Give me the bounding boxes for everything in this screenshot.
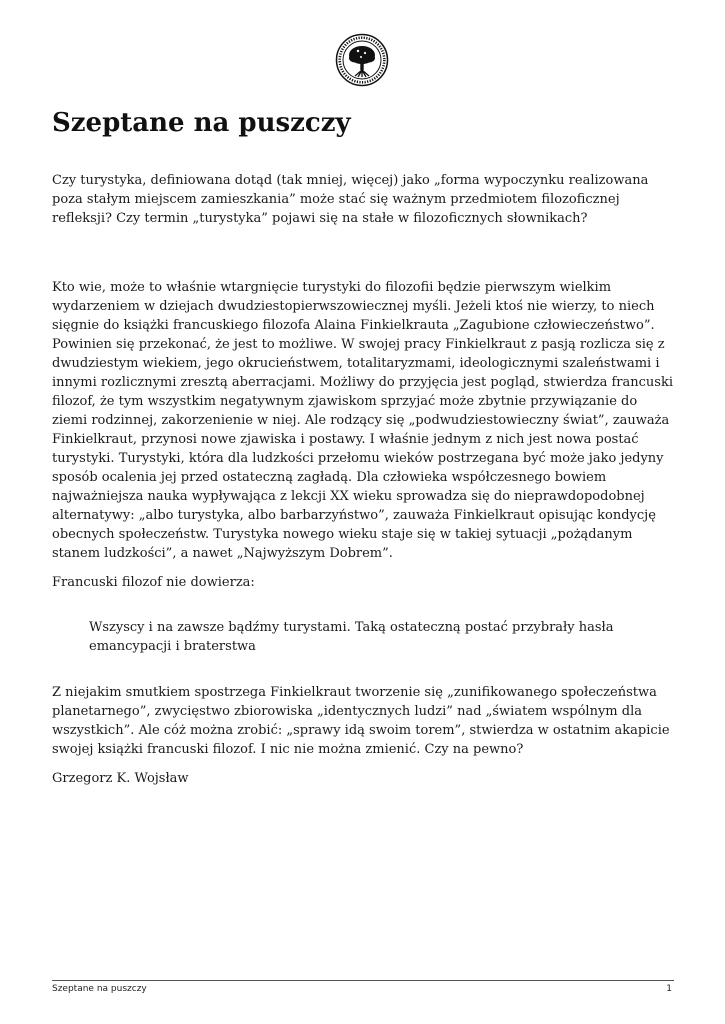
closing-paragraph: Z niejakim smutkiem spostrzega Finkielkraut tworzenie się „zunifikowanego społeczeństwa planetarnego”, zwycięstwo zbiorowiska „identycznych ludzi” nad „światem wspólnym dla wszystkich”. Ale cóż można zrobić: „sprawy idą swoim torem”, stwierdza w ostatnim akapicie swojej książki francuski filozof. I nic nie można zmienić. Czy na pewno? [52, 685, 670, 757]
author-signature: Grzegorz K. Wojsław [52, 771, 189, 786]
article-title: Szeptane na puszczy [52, 108, 351, 138]
page-footer [52, 980, 674, 996]
body-paragraph: Kto wie, może to właśnie wtargnięcie turystyki do filozofii będzie pierwszym wielkim wydarzeniem w dziejach dwudziestopierwszowiecznej myśli. Jeżeli ktoś nie wierzy, to niech sięgnie do książki francuskiego filozofa Alaina Finkielkrauta „Zagubione człowieczeństwo”. Powinien się przekonać, że jest to możliwe. W swojej pracy Finkielkraut z pasją rozlicza się z dwudziestym wiekiem, jego okrucieństwem, totalitaryzmami, ideologicznymi szaleństwami i innymi rozlicznymi zresztą aberracjami. Możliwy do przyjęcia jest pogląd, stwierdza francuski filozof, że tym wszystkim negatywnym zjawiskom sprzyjać może zbytnie przywiązanie do ziemi rodzinnej, zakorzenienie w niej. Ale rodzący się „podwudziestowieczny świat”, zauważa Finkielkraut, przynosi nowe zjawiska i postawy. I właśnie jednym z nich jest nowa postać turystyki. Turystyki, która dla ludzkości przełomu wieków postrzegana być może jako jedyny sposób ocalenia jej przed ostateczną zagładą. Dla człowieka współczesnego bowiem najważniejsza nauka wypływająca z lekcji XX wieku sprowadza się do nieprawdopodobnej alternatywy: „albo turystyka, albo barbarzyństwo”, zauważa Finkielkraut opisując kondycję obecnych społeczeństw. Turystyka nowego wieku staje się w takiej sytuacji „pożądanym stanem ludzkości”, a nawet „Najwyższym Dobrem”. [52, 280, 674, 561]
tree-seal-icon [335, 33, 389, 87]
tree-seal-graphic [335, 33, 389, 87]
footer-title: Szeptane na puszczy [52, 984, 147, 994]
article [52, 105, 674, 788]
page-number: 1 [666, 984, 672, 994]
block-quote: Wszyscy i na zawsze bądźmy turystami. Taką ostateczną postać przybrały hasła emancypacji i braterstwa [89, 620, 614, 654]
intro-paragraph: Czy turystyka, definiowana dotąd (tak mniej, więcej) jako „forma wypoczynku realizowana poza stałym miejscem zamieszkania” może stać się ważnym przedmiotem filozoficznej refleksji? Czy termin „turystyka” pojawi się na stałe w filozoficznych słownikach? [52, 173, 649, 226]
quote-intro-paragraph: Francuski filozof nie dowierza: [52, 575, 255, 590]
